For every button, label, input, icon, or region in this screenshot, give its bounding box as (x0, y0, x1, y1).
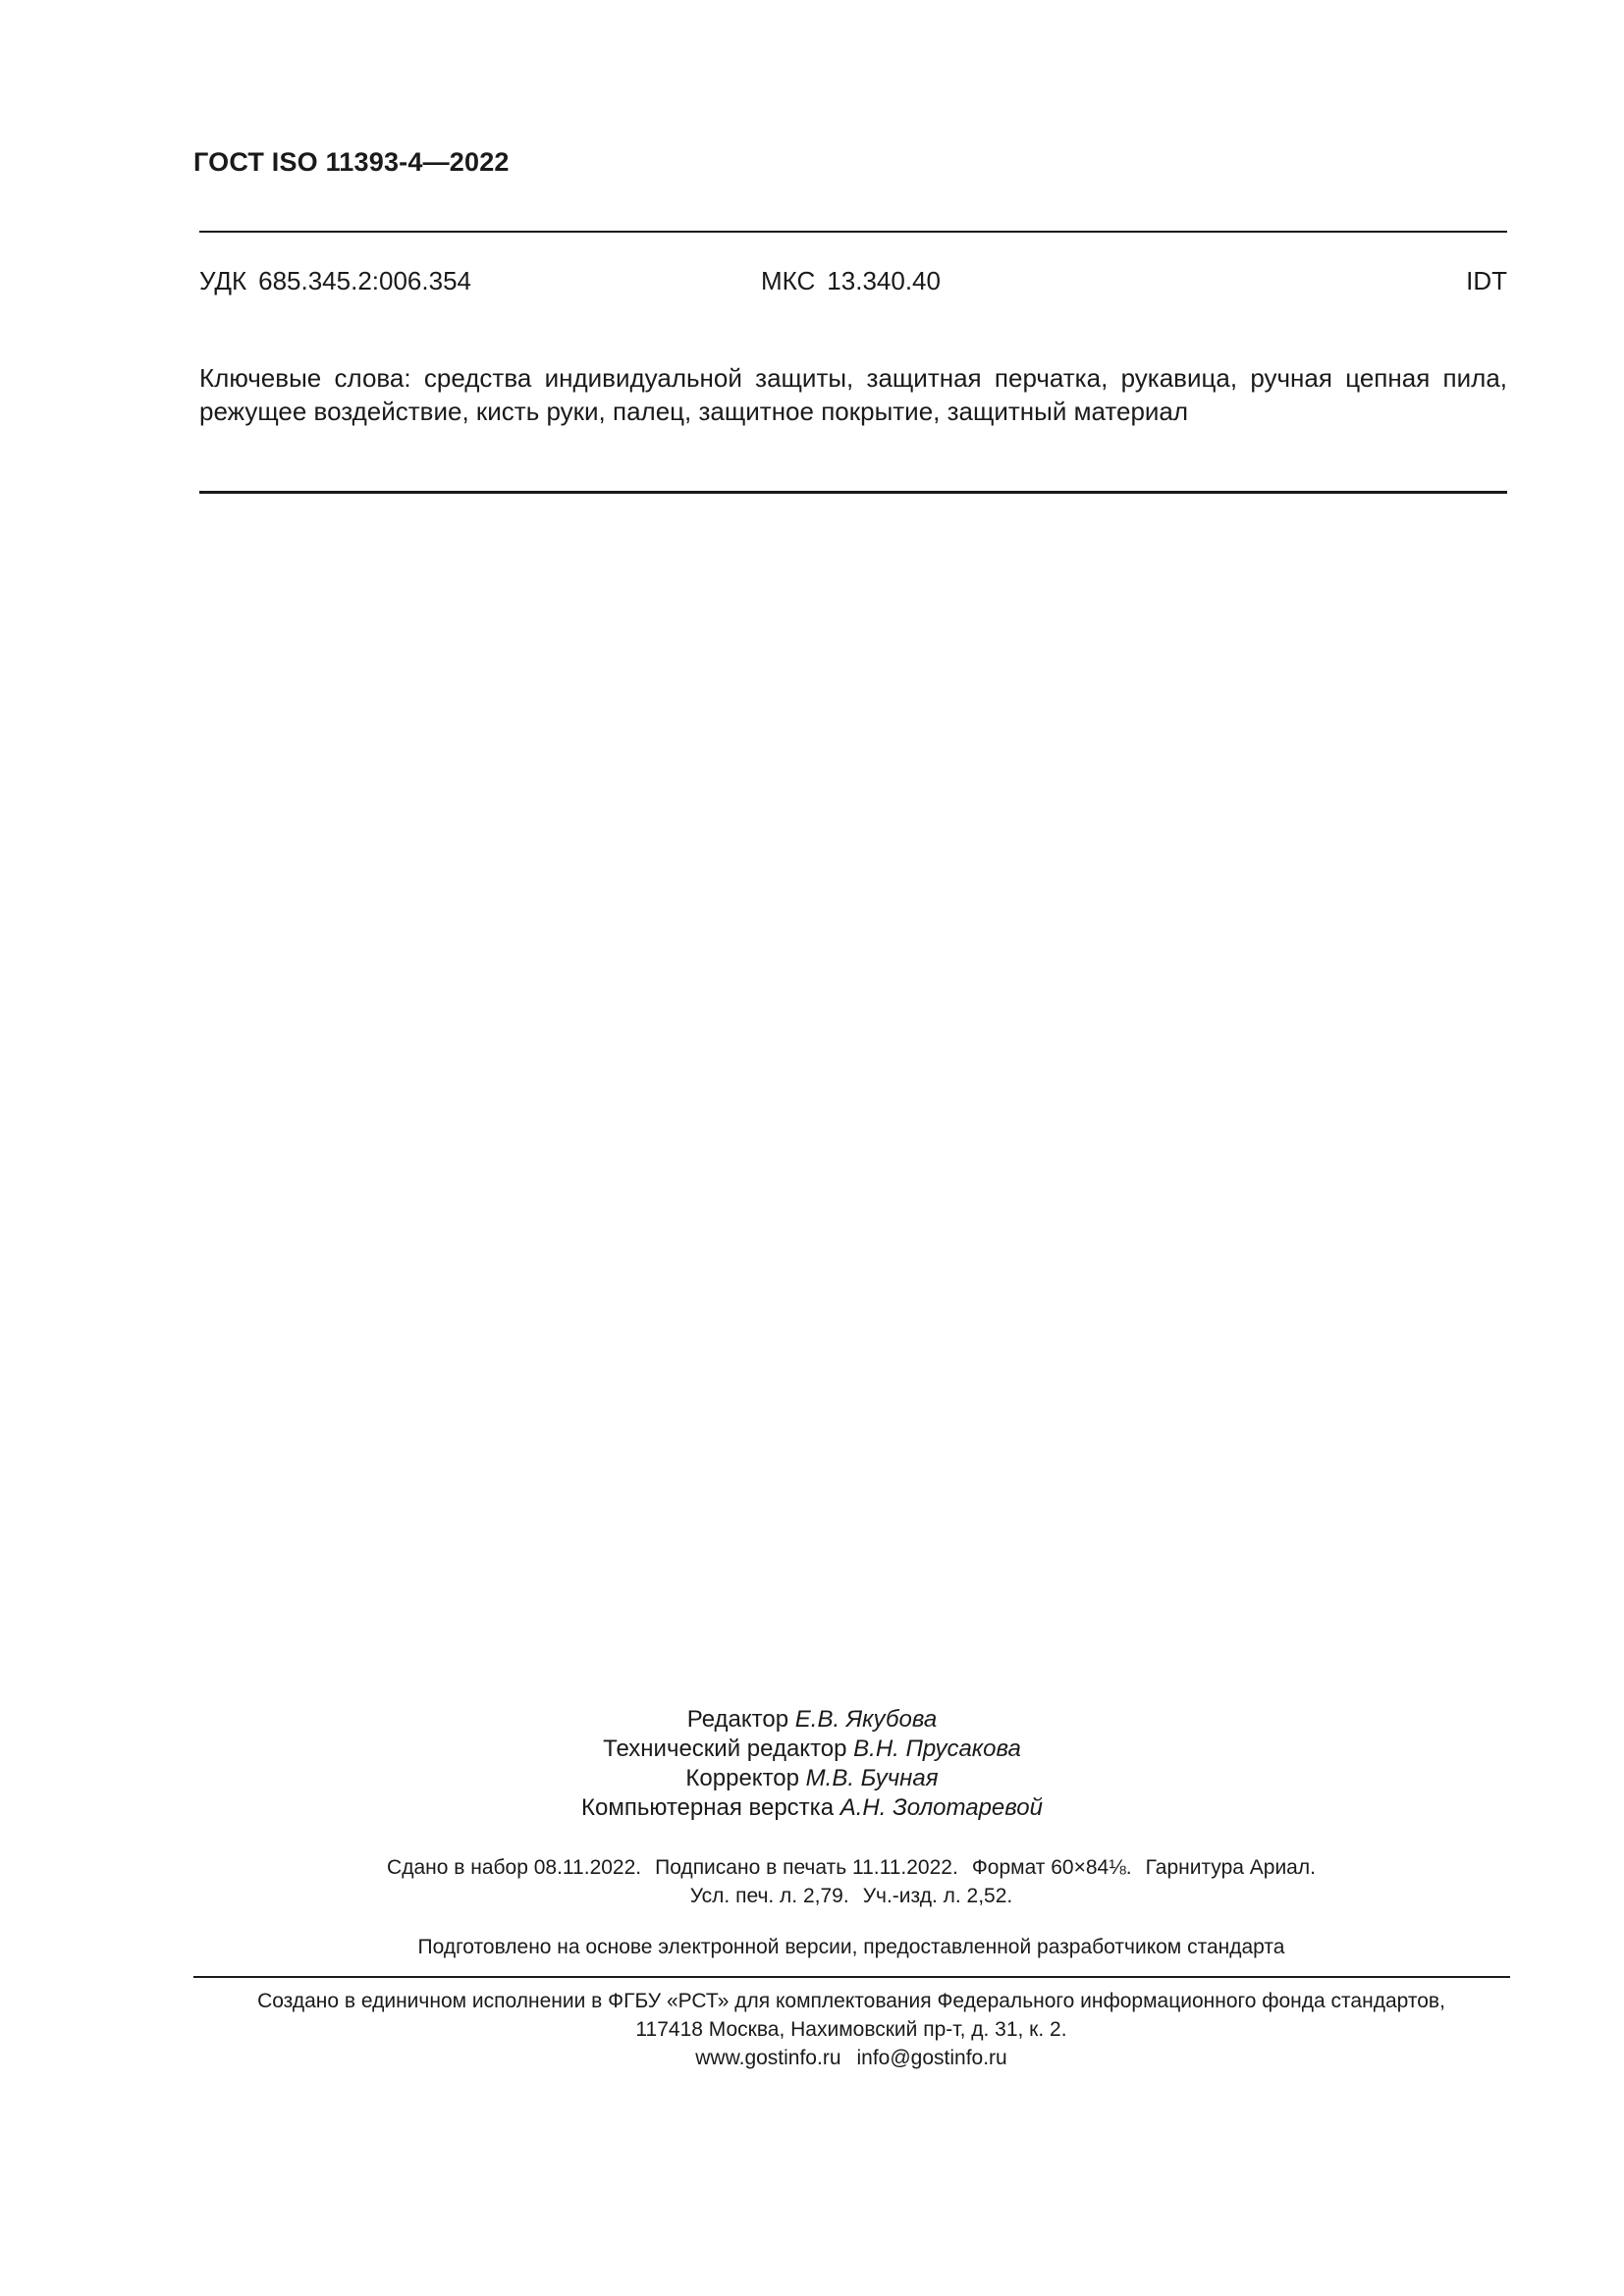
credit-line (0, 1735, 1624, 1764)
classification-row (199, 266, 1507, 301)
credit-role: Технический редактор (603, 1735, 847, 1762)
udk-value: 685.345.2:006.354 (258, 266, 471, 295)
credit-person: А.Н. Золотаревой (839, 1794, 1043, 1821)
print-details-line (0, 1882, 1624, 1910)
udk-label: УДК (199, 266, 247, 295)
keywords-divider (199, 491, 1507, 494)
document-number: ГОСТ ISO 11393-4—2022 (193, 147, 510, 177)
publisher-line: Создано в единичном исполнении в ФГБУ «РСТ» для комплектования Федерального информационного фонда стандартов, (257, 1990, 1445, 2012)
website-link[interactable]: www.gostinfo.ru (695, 2047, 841, 2069)
print-details-line (0, 1853, 1624, 1882)
signed-date: Подписано в печать 11.11.2022. (655, 1856, 958, 1879)
publisher-sheets: Уч.-изд. л. 2,52. (862, 1885, 1013, 1907)
top-divider (199, 231, 1507, 233)
equivalence-degree: IDT (1466, 266, 1507, 295)
credit-role: Редактор (686, 1706, 789, 1733)
publisher-info (0, 1987, 1624, 2072)
publisher-address: 117418 Москва, Нахимовский пр-т, д. 31, к. 2. (635, 2018, 1067, 2041)
typeset-date: Сдано в набор 08.11.2022. (387, 1856, 642, 1879)
footer-divider (193, 1976, 1510, 1978)
udk-code (199, 266, 471, 296)
editorial-credits (0, 1705, 1624, 1823)
credit-line (0, 1705, 1624, 1735)
keywords-paragraph: Ключевые слова: средства индивидуальной защиты, защитная перчатка, рукавица, ручная цепная пила, режущее воздействие, кисть руки, палец, защитное покрытие, защитный материал (199, 363, 1507, 426)
typeface: Гарнитура Ариал. (1145, 1856, 1316, 1879)
publisher-contacts (0, 2044, 1624, 2072)
email-link[interactable]: info@gostinfo.ru (856, 2047, 1007, 2069)
prepared-note: Подготовлено на основе электронной версии, предоставленной разработчиком стандарта (417, 1936, 1285, 1958)
printed-sheets: Усл. печ. л. 2,79. (689, 1885, 849, 1907)
paper-format: Формат 60×84⅛. (971, 1856, 1132, 1879)
mks-label: МКС (761, 266, 816, 295)
mks-code (761, 266, 941, 296)
credit-line (0, 1793, 1624, 1823)
credit-line (0, 1764, 1624, 1793)
credit-person: Е.В. Якубова (794, 1706, 938, 1733)
print-details (0, 1853, 1624, 1910)
credit-person: М.В. Бучная (805, 1765, 939, 1791)
credit-role: Корректор (685, 1765, 799, 1791)
credit-role: Компьютерная верстка (581, 1794, 835, 1821)
credit-person: В.Н. Прусакова (853, 1735, 1021, 1762)
mks-value: 13.340.40 (827, 266, 941, 295)
